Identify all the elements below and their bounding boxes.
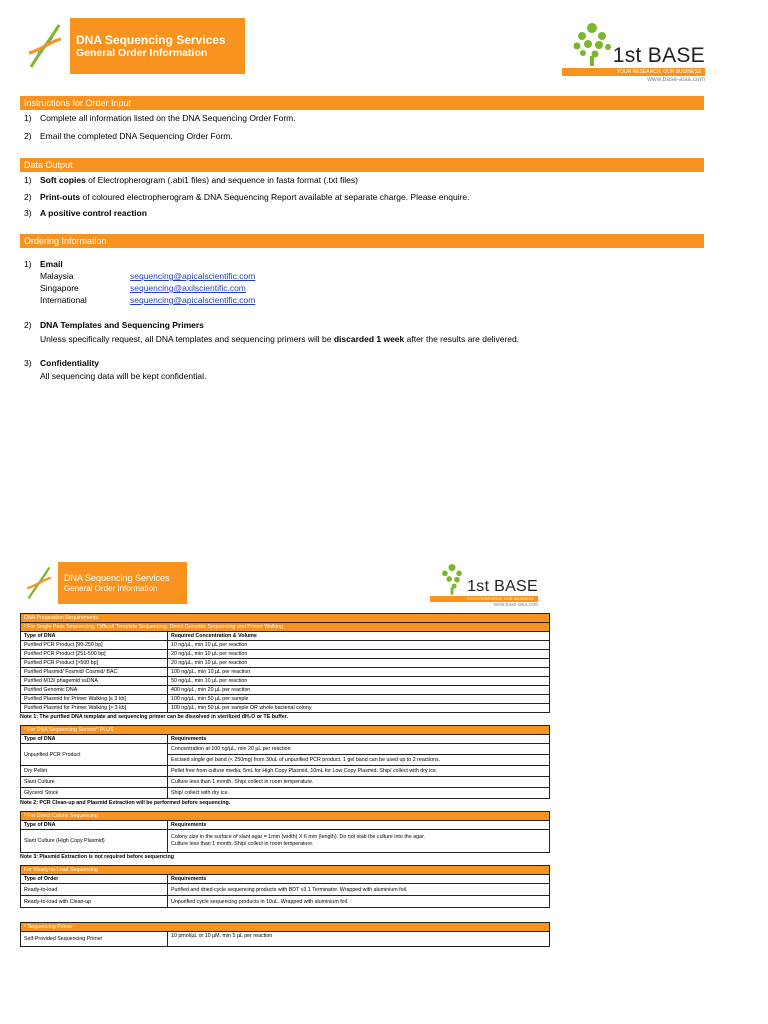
- confidentiality-label: 3) Confidentiality: [24, 358, 100, 368]
- table-row: Slant Culture Culture less than 1 month. Ship/ collect in room temperature.: [21, 777, 550, 788]
- tree-icon: [437, 562, 467, 596]
- table-row: Purified PCR Product [90-250 bp] 10 ng/µL, min 10 µL per reaction: [21, 641, 550, 650]
- note-2: Note 2: PCR Clean-up and Plasmid Extraction will be performed before sequencing.: [20, 800, 231, 806]
- section-heading: ² For DNA Sequencing Service* PLUS: [21, 726, 550, 735]
- brand-name: 1st BASE: [467, 578, 538, 595]
- confidentiality-text: All sequencing data will be kept confidential.: [40, 371, 207, 381]
- header-banner-2: [20, 562, 187, 604]
- output-item: 2) Print-outs of coloured electropherogram & DNA Sequencing Report available at separate charge. Please enquire.: [24, 192, 470, 202]
- brand-url: www.base-asia.com: [493, 602, 538, 608]
- ordering-heading: Ordering Information: [20, 234, 704, 248]
- brand-tagline: YOUR RESEARCH, OUR BUSINESS: [430, 596, 538, 602]
- column-header: Type of DNA: [21, 735, 168, 744]
- instructions-heading: Instructions for Order Input: [20, 96, 704, 110]
- table-row: Ready-to-load Purified and dried cycle sequencing products with BDT v3.1 Terminator. Wrapped with aluminium foil.: [21, 884, 550, 896]
- table-row: Ready-to-load with Clean-up Unpurified cycle sequencing products in 10uL. Wrapped with aluminium foil.: [21, 896, 550, 908]
- email-link[interactable]: sequencing@axilscientific.com: [130, 283, 246, 293]
- brand-logo-2: [430, 562, 538, 608]
- table-row: Purified PCR Product [>500 bp] 20 ng/µL, min 10 µL per reaction: [21, 659, 550, 668]
- note-1: Note 1: The purified DNA template and sequencing primer can be dissolved in sterilized dH₂O or TE buffer.: [20, 714, 288, 720]
- email-region: International: [40, 295, 87, 305]
- templates-label: 2) DNA Templates and Sequencing Primers: [24, 320, 204, 330]
- output-item: 3) A positive control reaction: [24, 208, 147, 218]
- section-heading: DNA Preparation Requirements: [21, 614, 550, 623]
- section-heading: ³ For Direct Colony Sequencing: [21, 812, 550, 821]
- column-header: Type of DNA: [21, 632, 168, 641]
- email-link[interactable]: sequencing@apicalscientific.com: [130, 271, 256, 281]
- table-row: Glycerol Stock Ship/ collect with dry ice.: [21, 788, 550, 799]
- dna-helix-icon: [20, 562, 58, 604]
- note-3: Note 3: Plasmid Extraction is not required before sequencing: [20, 854, 174, 860]
- brand-url: www.base-asia.com: [647, 76, 705, 83]
- page-title: DNA Sequencing Services: [76, 32, 226, 47]
- brand-tagline: YOUR RESEARCH, OUR BUSINESS: [562, 68, 705, 76]
- section-heading: ⁴ Sequencing Primer: [21, 923, 550, 932]
- instruction-item: 2) Email the completed DNA Sequencing Order Form.: [24, 131, 233, 141]
- email-region: Singapore: [40, 283, 79, 293]
- data-output-heading: Data Output: [20, 158, 704, 172]
- table-row: Dry Pellet Pellet free from culture media; 5mL for High Copy Plasmid, 10mL for Low Copy Plasmid. Ship/ collect with dry ice.: [21, 766, 550, 777]
- page-subtitle: General Order Information: [76, 46, 208, 59]
- table-row: Purified Plasmid/ Fosmid/ Cosmid/ BAC 100 ng/µL, min 10 µL per reaction: [21, 668, 550, 677]
- column-header: Requirements: [168, 735, 550, 744]
- table-row: Purified M13/ phagemid ssDNA 50 ng/µL, min 10 µL per reaction: [21, 677, 550, 686]
- page-title: DNA Sequencing Services: [64, 572, 170, 583]
- requirements-table: [20, 613, 549, 947]
- column-header: Required Concentration & Volume: [168, 632, 550, 641]
- table-row: Purified Plasmid for Primer Walking [≤ 3 kb] 100 ng/µL, min 50 µL per sample: [21, 695, 550, 704]
- brand-name: 1st BASE: [612, 44, 705, 67]
- header-banner: [20, 18, 245, 74]
- table-row: Self-Provided Sequencing Primer 10 pmol/µL or 10 µM, min 5 µL per reaction: [21, 932, 550, 947]
- instruction-item: 1) Complete all information listed on the DNA Sequencing Order Form.: [24, 113, 296, 123]
- page-subtitle: General Order Information: [64, 583, 158, 593]
- email-region: Malaysia: [40, 271, 74, 281]
- table-row: Slant Culture (High Copy Plasmid) Colony size in the surface of slant agar = 1mm (width) X 6 mm (length). Do not stab the culture into the agar. Culture less than 1 month. Ship/ collect in room temperature.: [21, 830, 550, 853]
- templates-text: Unless specifically request, all DNA templates and sequencing primers will be discarded 1 week after the results are delivered.: [40, 334, 520, 344]
- column-header: Type of DNA: [21, 821, 168, 830]
- table-row: Purified PCR Product [251-500 bp] 20 ng/µL, min 10 µL per reaction: [21, 650, 550, 659]
- table-row: Purified Genomic DNA 400 ng/µL, min 20 µL per reaction: [21, 686, 550, 695]
- tree-icon: [571, 20, 613, 68]
- table-row: Unpurified PCR Product Concentration at 100 ng/µL, min 20 µL per reaction: [21, 744, 550, 755]
- brand-logo: [560, 20, 705, 83]
- dna-helix-icon: [20, 18, 70, 74]
- table-row: Excised single gel band (< 250mg) from 30uL of unpurified PCR product. 1 gel band can be used up to 2 reactions.: [21, 755, 550, 766]
- column-header: Type of Order: [21, 875, 168, 884]
- output-item: 1) Soft copies of Electropherogram (.abi1 files) and sequence in fasta format (.txt files): [24, 175, 358, 185]
- email-link[interactable]: sequencing@apicalscientific.com: [130, 295, 256, 305]
- table-row: Purified Plasmid for Primer Walking [> 3 kb] 100 ng/µL, min 50 µL per sample OR whole bacterial colony: [21, 704, 550, 713]
- section-heading: For Ready-to-Load Sequencing: [21, 866, 550, 875]
- column-header: Requirements: [168, 821, 550, 830]
- section-heading: ¹ For Single Pass Sequencing, Difficult Template Sequencing, Direct Genomic Sequencing and Primer Walking: [21, 623, 550, 632]
- email-label: 1) Email: [24, 259, 63, 269]
- column-header: Requirements: [168, 875, 550, 884]
